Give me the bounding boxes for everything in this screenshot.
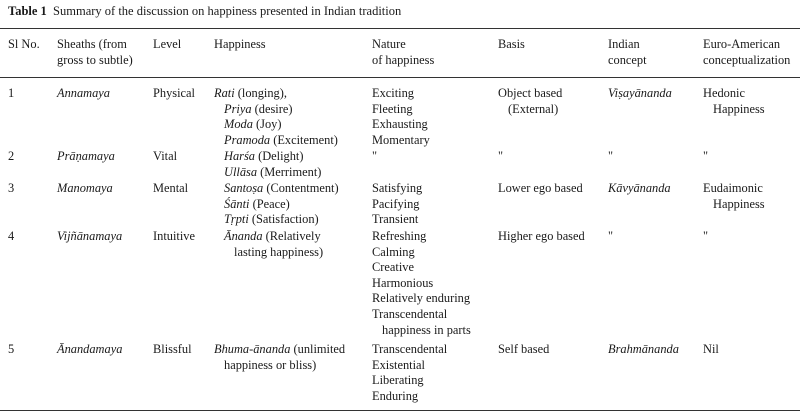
happiness-terms: Bhuma-ānanda (unlimited happiness or bliss) [214, 342, 346, 372]
row-number: 5 [8, 342, 15, 356]
caption-label: Table 1 [8, 4, 47, 18]
happiness-terms: Harśa (Delight) Ullāsa (Merriment) [224, 149, 322, 179]
happiness-terms: Ānanda (Relatively lasting happiness) [224, 229, 324, 259]
header-slno: Sl No. [8, 37, 40, 51]
basis-text: Lower ego based [498, 181, 583, 195]
header-indian: Indian concept [608, 37, 647, 67]
header-sheaths: Sheaths (from gross to subtle) [57, 37, 133, 67]
euro-concept: Nil [703, 342, 719, 356]
euro-concept: Hedonic Happiness [703, 86, 765, 116]
row-number: 2 [8, 149, 15, 163]
euro-concept: " [703, 149, 709, 163]
basis-text: " [498, 149, 504, 163]
basis-text: Object based (External) [498, 86, 563, 116]
row-number: 4 [8, 229, 15, 243]
basis-text: Higher ego based [498, 229, 585, 243]
indian-concept: Kāvyānanda [608, 181, 671, 195]
header-nature: Nature of happiness [372, 37, 435, 67]
happiness-terms: Rati (longing), Priya (desire) Moda (Joy) Pramoda (Excitement) [214, 86, 338, 147]
header-basis: Basis [498, 37, 525, 51]
table-caption [8, 4, 401, 19]
header-euro: Euro-American conceptualization [703, 37, 791, 67]
header-level: Level [153, 37, 182, 51]
sheath-name: Prāṇamaya [57, 149, 115, 163]
header-rule [0, 77, 800, 78]
level-name: Mental [153, 181, 189, 195]
caption-text: Summary of the discussion on happiness presented in Indian tradition [53, 4, 402, 18]
bottom-rule [0, 410, 800, 411]
nature-list: Exciting Fleeting Exhausting Momentary [372, 86, 430, 147]
sheath-name: Vijñānamaya [57, 229, 123, 243]
nature-list: Refreshing Calming Creative Harmonious Relatively enduring Transcendental happiness in parts [372, 229, 471, 337]
indian-concept: Viṣayānanda [608, 86, 672, 100]
top-rule [0, 28, 800, 29]
row-number: 3 [8, 181, 15, 195]
level-name: Intuitive [153, 229, 195, 243]
indian-concept: " [608, 229, 614, 243]
level-name: Blissful [153, 342, 192, 356]
sheath-name: Manomaya [57, 181, 113, 195]
header-happiness: Happiness [214, 37, 266, 51]
row-number: 1 [8, 86, 15, 100]
basis-text: Self based [498, 342, 550, 356]
nature-list: " [372, 149, 378, 163]
nature-list: Transcendental Existential Liberating Enduring [372, 342, 448, 403]
nature-list: Satisfying Pacifying Transient [372, 181, 423, 227]
euro-concept: " [703, 229, 709, 243]
level-name: Vital [153, 149, 178, 163]
indian-concept: Brahmānanda [608, 342, 679, 356]
indian-concept: " [608, 149, 614, 163]
sheath-name: Ānandamaya [57, 342, 123, 356]
level-name: Physical [153, 86, 195, 100]
euro-concept: Eudaimonic Happiness [703, 181, 765, 211]
happiness-terms: Santoṣa (Contentment) Śānti (Peace) Tṛpti (Satisfaction) [224, 181, 339, 227]
sheath-name: Annamaya [57, 86, 110, 100]
